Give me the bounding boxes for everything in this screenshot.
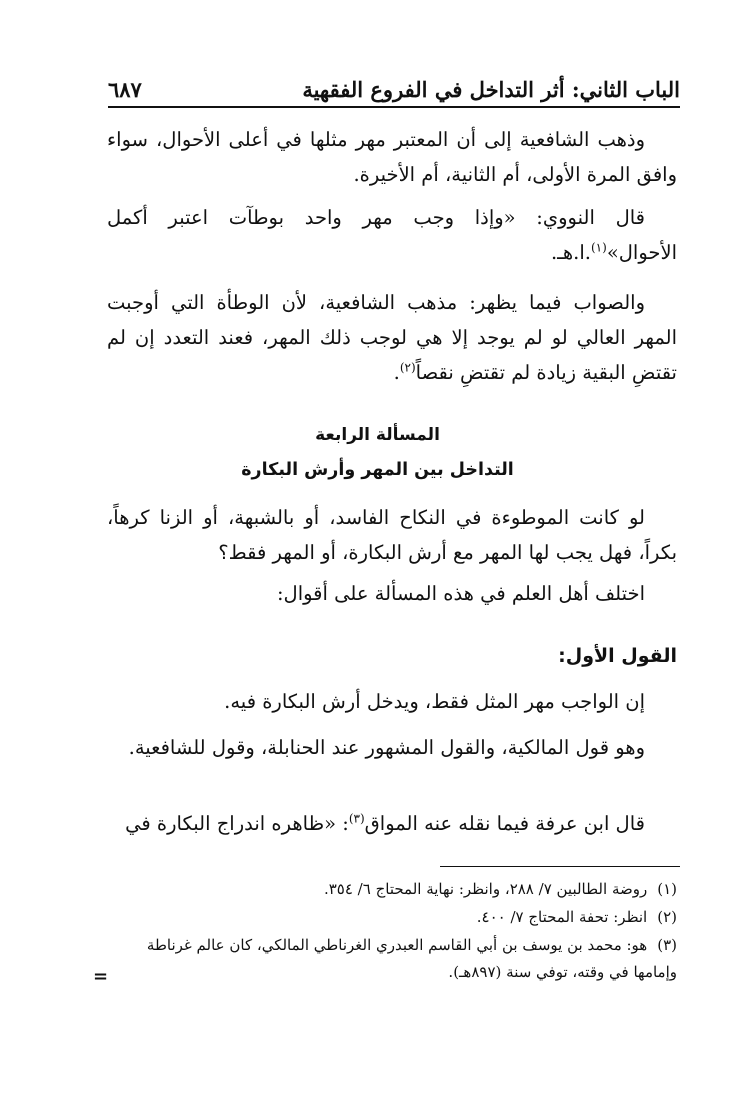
ibn-arafa-quote-start: : «ظاهره اندراج البكارة في bbox=[125, 812, 349, 835]
issue-title: التداخل بين المهر وأرش البكارة bbox=[241, 460, 514, 480]
paragraph-ibn-arafa-quote bbox=[107, 806, 677, 841]
footnote-ref-1: (١) bbox=[590, 240, 607, 255]
paragraph-first-opinion: إن الواجب مهر المثل فقط، ويدخل أرش البكارة فيه. bbox=[224, 690, 645, 713]
chapter-title: الباب الثاني: أثر التداخل في الفروع الفقهية bbox=[302, 77, 680, 102]
nawawi-quote-text: قال النووي: «وإذا وجب مهر واحد بوطآت اعتبر أكمل الأحوال» bbox=[107, 206, 677, 264]
first-opinion-heading: القول الأول: bbox=[558, 645, 677, 667]
paragraph-opinions-intro: اختلف أهل العلم في هذه المسألة على أقوال: bbox=[276, 582, 645, 605]
paragraph-first-opinion-holders: وهو قول المالكية، والقول المشهور عند الحنابلة، وقول للشافعية. bbox=[128, 736, 645, 759]
preferred-view-text: والصواب فيما يظهر: مذهب الشافعية، لأن الوطأة التي أوجبت المهر العالي لو لم يوجد إلا هي لوجب ذلك المهر، فعند التعدد إن لم تقتضِ البقية زيادة لم تقتضِ نقصاً bbox=[107, 291, 677, 384]
footnote-1 bbox=[107, 876, 677, 903]
page-number: ٦٨٧ bbox=[108, 77, 142, 102]
footnote-text: هو: محمد بن يوسف بن أبي القاسم العبدري الغرناطي المالكي، كان عالم غرناطة وإمامها في وقته، توفي سنة (٨٩٧هـ). bbox=[146, 936, 677, 981]
footnote-separator bbox=[440, 866, 680, 867]
nawawi-quote-end: .ا.هـ. bbox=[550, 241, 591, 264]
continuation-mark: = bbox=[93, 966, 109, 987]
footnote-ref-2: (٢) bbox=[399, 360, 416, 375]
footnote-number: (١) bbox=[657, 880, 677, 898]
paragraph-issue-question: لو كانت الموطوءة في النكاح الفاسد، أو بالشبهة، أو الزنا كرهاً، بكراً، فهل يجب لها المهر مع أرش البكارة، أو المهر فقط؟ bbox=[107, 506, 677, 564]
paragraph-nawawi-quote bbox=[107, 200, 677, 270]
footnote-number: (٢) bbox=[657, 908, 677, 926]
footnote-2 bbox=[107, 904, 677, 931]
paragraph-shafii-view: وذهب الشافعية إلى أن المعتبر مهر مثلها في أعلى الأحوال، سواء وافق المرة الأولى، أم الثانية، أم الأخيرة. bbox=[107, 128, 677, 186]
ibn-arafa-text: قال ابن عرفة فيما نقله عنه المواق bbox=[364, 812, 645, 835]
footnote-number: (٣) bbox=[657, 936, 677, 954]
footnote-text: انظر: تحفة المحتاج ٧/ ٤٠٠. bbox=[476, 908, 648, 926]
footnote-3 bbox=[107, 932, 677, 986]
footnote-text: روضة الطالبين ٧/ ٢٨٨، وانظر: نهاية المحتاج ٦/ ٣٥٤. bbox=[323, 880, 648, 898]
running-header bbox=[108, 62, 680, 108]
paragraph-preferred-view bbox=[107, 285, 677, 390]
preferred-view-end: . bbox=[393, 361, 400, 384]
footnote-ref-3: (٣) bbox=[348, 811, 365, 826]
issue-heading: المسألة الرابعة bbox=[315, 425, 440, 445]
